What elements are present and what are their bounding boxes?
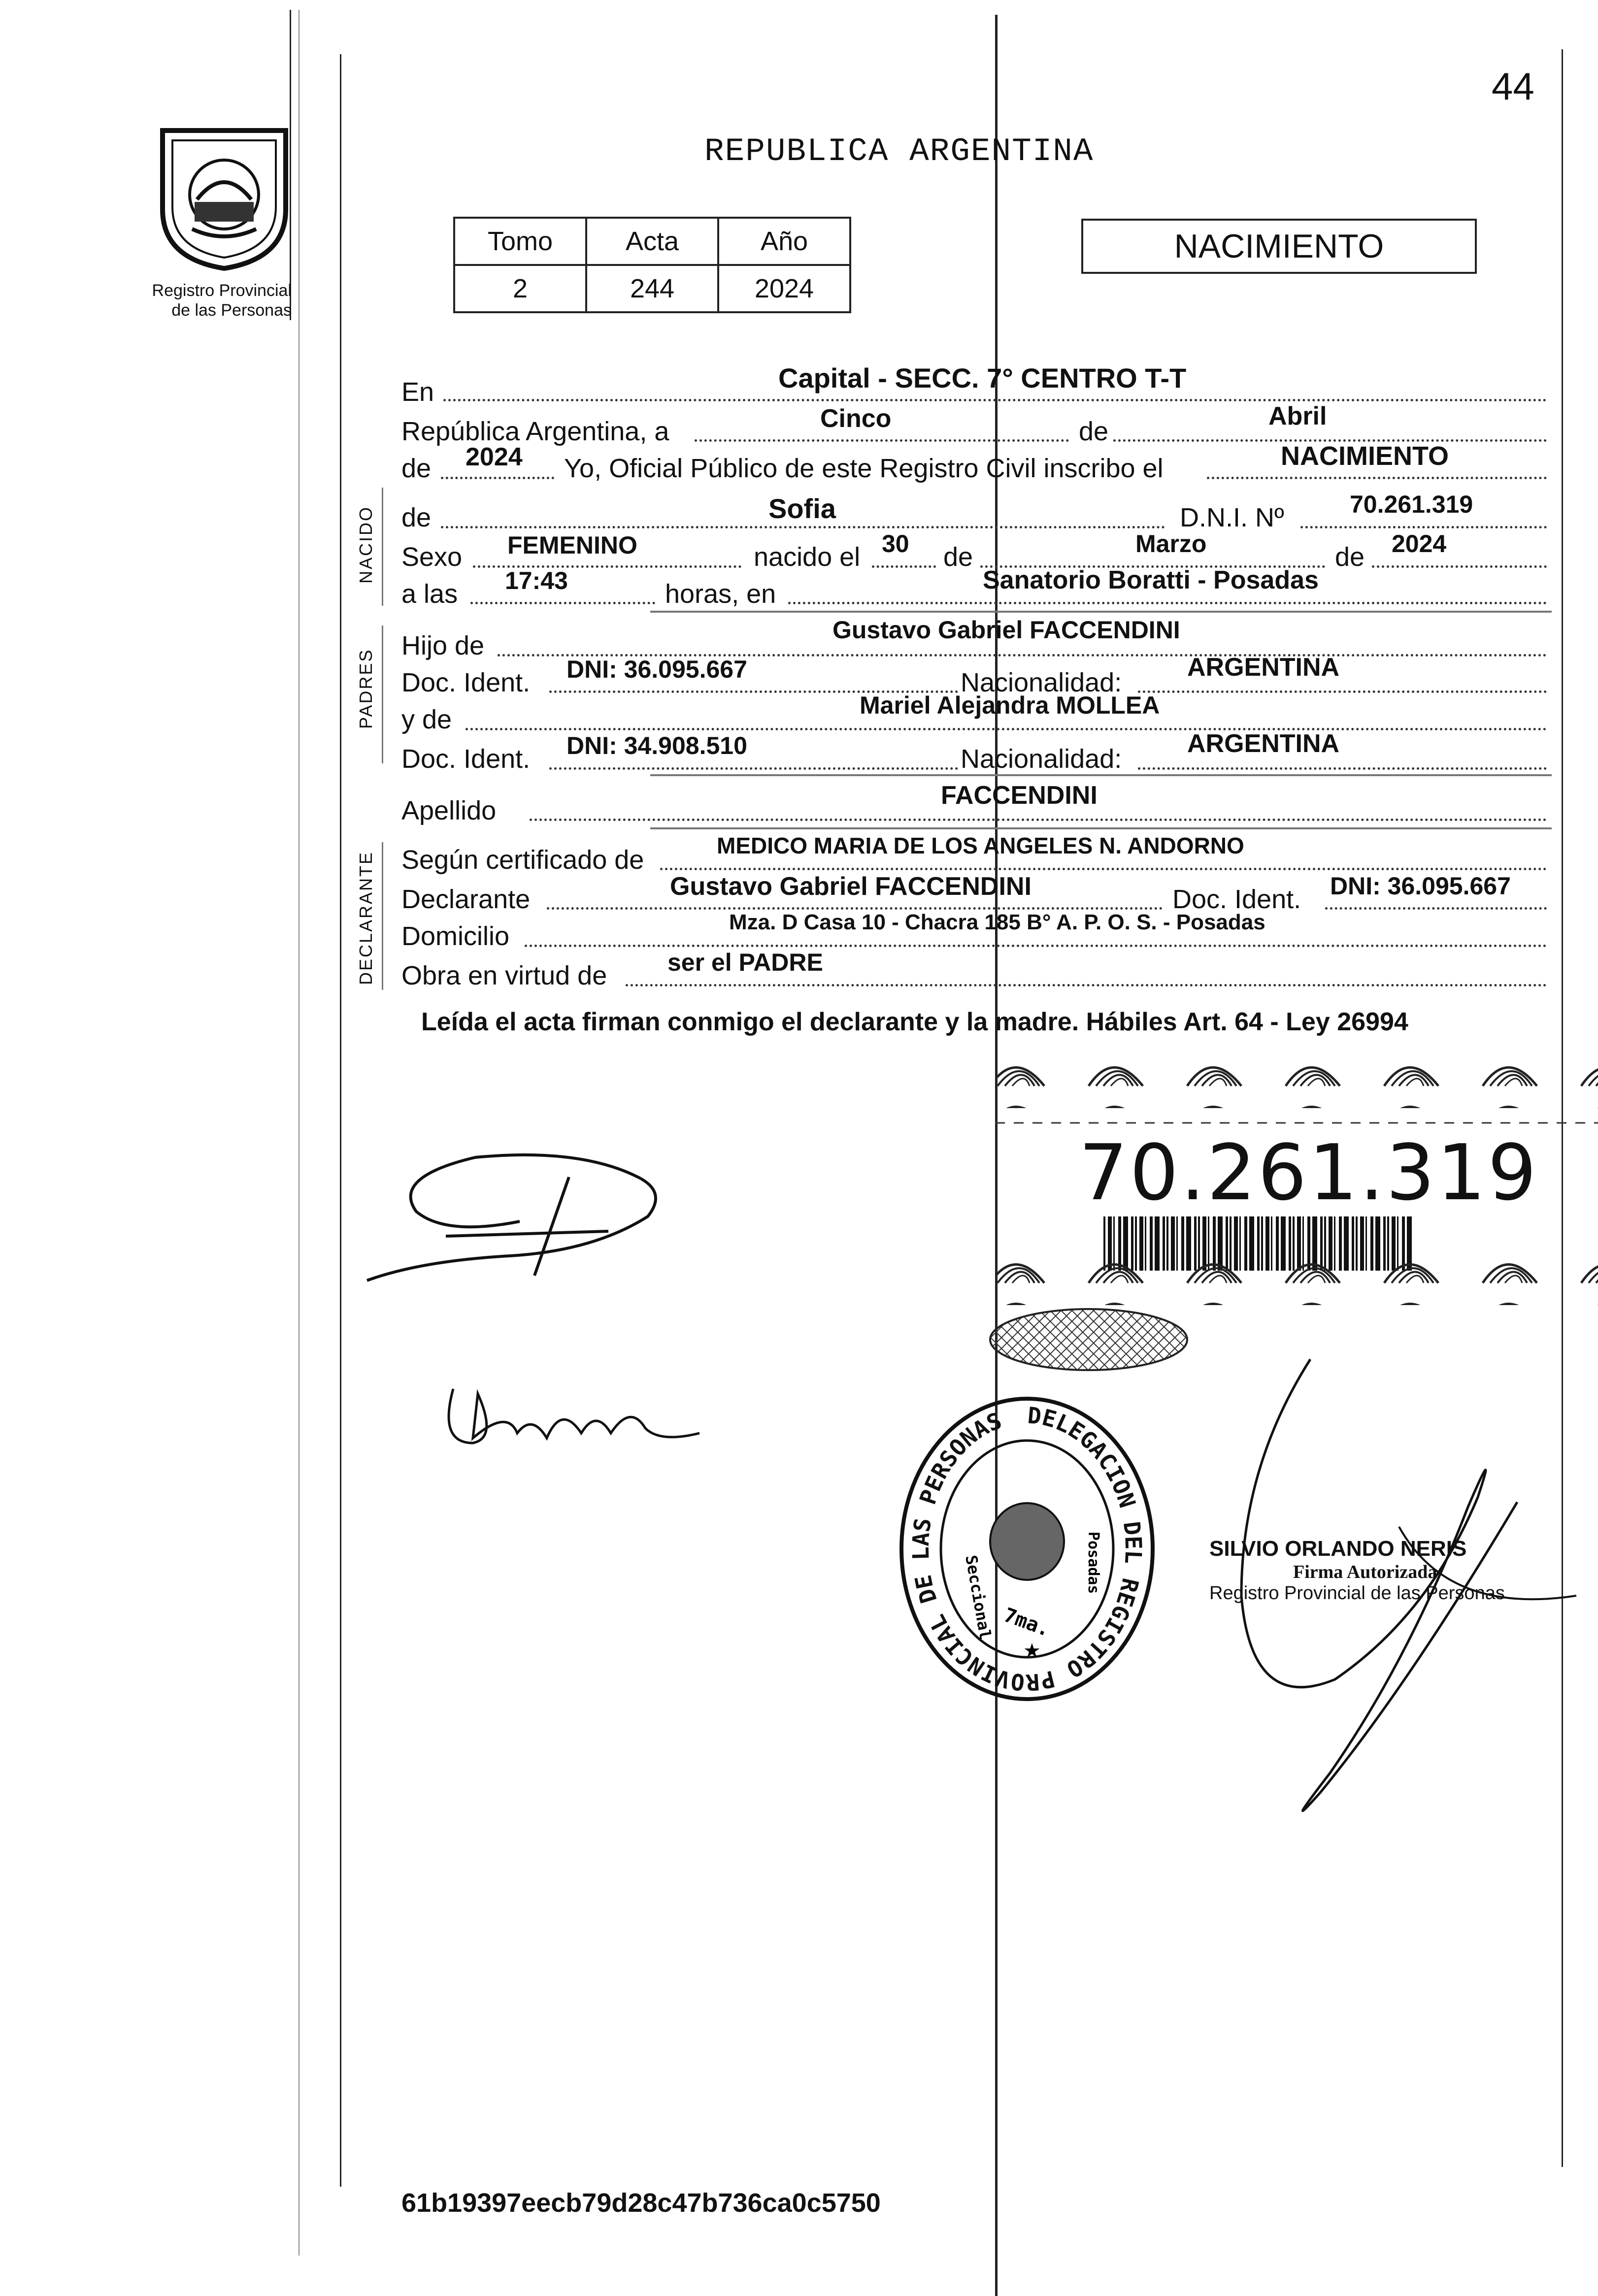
mother-name: Mariel Alejandra MOLLEA xyxy=(860,691,1160,719)
tomo-header: Tomo xyxy=(454,218,586,265)
cert-label: Según certificado de xyxy=(401,845,644,875)
horas-label: horas, en xyxy=(665,579,776,609)
acta-value: 244 xyxy=(586,265,718,312)
section-bracket xyxy=(382,625,383,763)
birth-place: Sanatorio Boratti - Posadas xyxy=(983,566,1319,594)
father-doc: DNI: 36.095.667 xyxy=(566,656,747,683)
nacionalidad-label: Nacionalidad: xyxy=(961,668,1122,697)
nacido-side-label: NACIDO xyxy=(356,505,376,584)
dotted-line xyxy=(626,984,1547,986)
year-value: 2024 xyxy=(466,443,523,471)
dotted-line xyxy=(660,868,1547,870)
tomo-value: 2 xyxy=(454,265,586,312)
officer-block xyxy=(1209,1537,1505,1604)
left-margin-line-3 xyxy=(340,54,341,2187)
dotted-line xyxy=(549,767,958,770)
logo-caption: Registro Provincial de las Personas xyxy=(152,281,292,320)
seal-inner-3: Posadas xyxy=(1085,1532,1102,1594)
province-logo xyxy=(143,121,305,273)
padres-side-label: PADRES xyxy=(356,648,376,729)
record-type-box: NACIMIENTO xyxy=(1081,219,1477,274)
sexo-label: Sexo xyxy=(401,542,463,572)
nacido-el-label: nacido el xyxy=(754,542,861,572)
page-number: 44 xyxy=(1492,65,1534,108)
dotted-line xyxy=(466,728,1547,730)
dotted-line xyxy=(525,945,1547,947)
de-label-3: de xyxy=(1335,542,1365,572)
inscribed-value: NACIMIENTO xyxy=(1281,441,1449,471)
dotted-line xyxy=(1300,526,1547,528)
birth-month: Marzo xyxy=(1135,530,1207,558)
mother-nationality: ARGENTINA xyxy=(1187,729,1340,758)
mother-doc: DNI: 34.908.510 xyxy=(566,732,747,759)
acta-header: Acta xyxy=(586,218,718,265)
apellido-label: Apellido xyxy=(401,796,497,825)
mesh-stamp xyxy=(985,1305,1192,1374)
section-divider xyxy=(650,774,1552,776)
seal-inner-2: 7ma. xyxy=(1000,1604,1053,1641)
declarante-label: Declarante xyxy=(401,885,531,914)
cert-value: MEDICO MARIA DE LOS ANGELES N. ANDORNO xyxy=(717,833,1244,858)
dotted-line xyxy=(470,602,655,604)
nacido-de-label: de xyxy=(401,503,432,532)
dotted-line xyxy=(788,602,1547,604)
dotted-line xyxy=(1372,565,1547,568)
de-label: de xyxy=(1079,417,1109,446)
republic-label: República Argentina, a xyxy=(401,417,669,446)
month-value: Abril xyxy=(1268,402,1327,430)
seal-inner-1: Seccional xyxy=(962,1553,995,1641)
document-hash: 61b19397eecb79d28c47b736ca0c5750 xyxy=(401,2188,881,2218)
birth-time: 17:43 xyxy=(505,567,568,594)
declarante-name: Gustavo Gabriel FACCENDINI xyxy=(670,872,1032,901)
seal-ring-text: DELEGACION DEL REGISTRO PROVINCIAL DE LAS PERSONAS xyxy=(907,1402,1147,1696)
sticker-dni: 70.261.319 xyxy=(1079,1128,1539,1217)
declarante-side-label: DECLARANTE xyxy=(356,851,376,985)
star-icon: ★ xyxy=(1023,1640,1041,1662)
father-nationality: ARGENTINA xyxy=(1187,653,1340,682)
dotted-line xyxy=(1138,690,1547,693)
dotted-line xyxy=(695,439,1069,442)
doc-label: Doc. Ident. xyxy=(401,744,531,774)
section-divider xyxy=(650,611,1552,613)
doc-label: Doc. Ident. xyxy=(401,668,531,697)
declarant-signature xyxy=(362,1148,667,1298)
declarante-doc: DNI: 36.095.667 xyxy=(1330,872,1511,900)
domicilio-value: Mza. D Casa 10 - Chacra 185 B° A. P. O. S. - Posadas xyxy=(729,910,1265,934)
anio-header: Año xyxy=(718,218,850,265)
dotted-line xyxy=(443,399,1547,401)
register-table xyxy=(453,217,851,313)
alas-label: a las xyxy=(401,579,458,609)
dotted-line xyxy=(1325,907,1547,910)
child-name: Sofia xyxy=(768,493,836,524)
de-label-2: de xyxy=(943,542,973,572)
closing-text: Leída el acta firman conmigo el declarante y la madre. Hábiles Art. 64 - Ley 26994 xyxy=(421,1008,1408,1036)
obra-value: ser el PADRE xyxy=(667,949,823,976)
dotted-line xyxy=(547,907,1163,910)
child-dni: 70.261.319 xyxy=(1350,491,1473,518)
officer-role: Firma Autorizada xyxy=(1293,1562,1437,1582)
page-title: REPUBLICA ARGENTINA xyxy=(704,133,1094,170)
left-margin-line-2 xyxy=(299,10,300,2256)
dotted-line xyxy=(530,819,1547,821)
officer-name: SILVIO ORLANDO NERIS xyxy=(1209,1537,1467,1561)
official-seal xyxy=(894,1389,1160,1704)
dotted-line xyxy=(1138,767,1547,770)
yde-label: y de xyxy=(401,705,452,734)
birth-year: 2024 xyxy=(1392,530,1447,558)
day-value: Cinco xyxy=(820,404,892,433)
nacionalidad-label: Nacionalidad: xyxy=(961,744,1122,774)
anio-value: 2024 xyxy=(718,265,850,312)
de2-label: de xyxy=(401,454,432,483)
obra-label: Obra en virtud de xyxy=(401,961,607,990)
place-value: Capital - SECC. 7° CENTRO T-T xyxy=(778,362,1187,394)
domicilio-label: Domicilio xyxy=(401,921,510,951)
en-label: En xyxy=(401,377,434,407)
dotted-line xyxy=(1207,477,1547,479)
doc-label: Doc. Ident. xyxy=(1172,885,1301,914)
section-divider xyxy=(650,827,1552,829)
officer-office: Registro Provincial de las Personas xyxy=(1209,1583,1505,1604)
dotted-line xyxy=(441,477,554,479)
birth-day: 30 xyxy=(882,530,909,558)
dotted-line xyxy=(872,565,936,568)
father-name: Gustavo Gabriel FACCENDINI xyxy=(832,616,1180,644)
mother-signature xyxy=(433,1369,709,1460)
dotted-line xyxy=(441,526,1165,528)
section-bracket xyxy=(382,488,383,606)
section-bracket xyxy=(382,842,383,990)
apellido-value: FACCENDINI xyxy=(941,781,1098,810)
dni-label: D.N.I. Nº xyxy=(1180,503,1284,532)
sexo-value: FEMENINO xyxy=(507,531,637,559)
hijo-label: Hijo de xyxy=(401,631,485,660)
officer-text: Yo, Oficial Público de este Registro Civil inscribo el xyxy=(564,454,1164,483)
